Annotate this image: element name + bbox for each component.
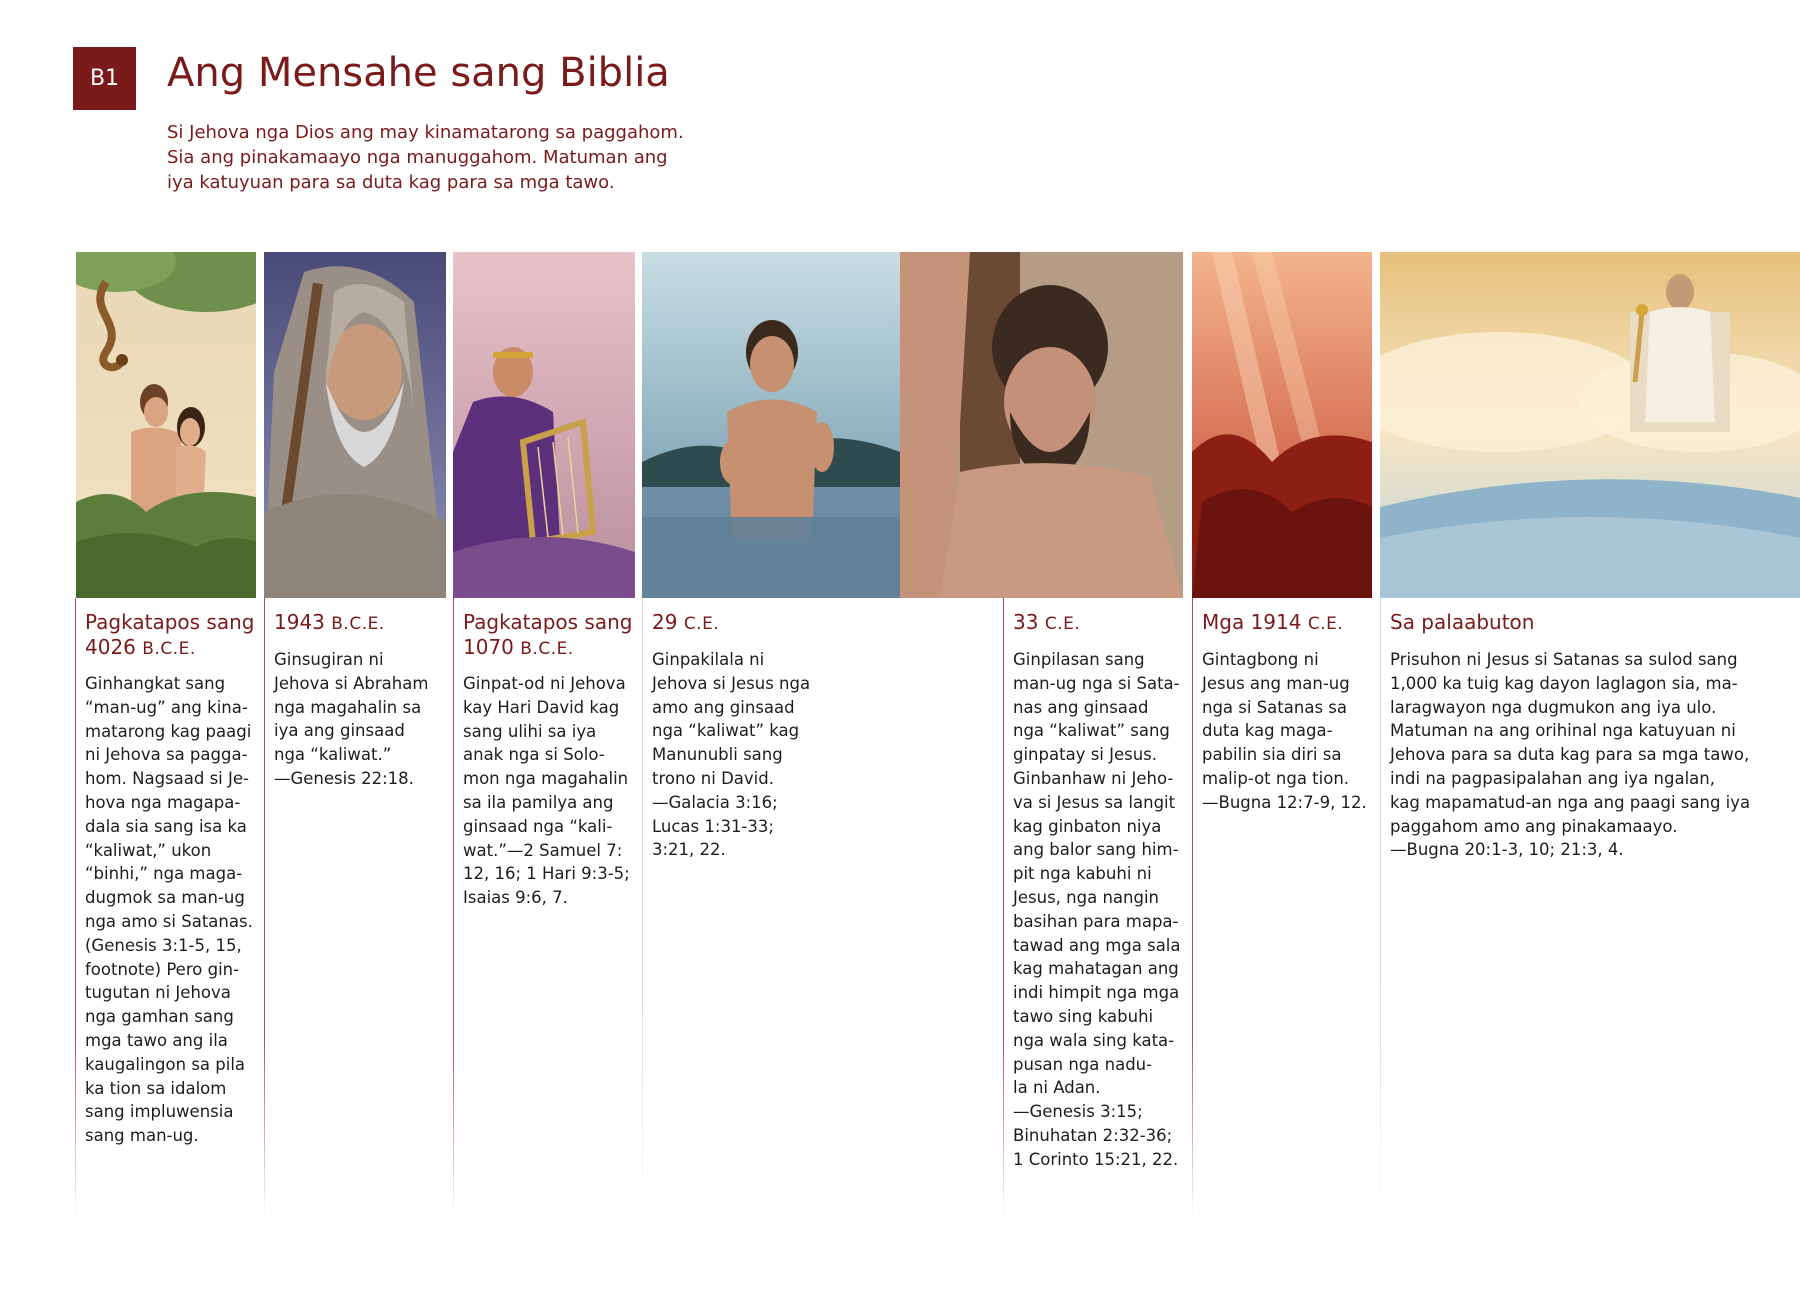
illustration-abraham [264, 252, 446, 598]
entry-heading [1013, 610, 1193, 637]
entry-date: 33 [1013, 610, 1039, 634]
timeline-rule [264, 598, 265, 1218]
entry-heading [652, 610, 852, 637]
illustration-future [1380, 252, 1800, 598]
entry-date: Mga 1914 [1202, 610, 1302, 634]
timeline-rule [642, 598, 643, 1218]
timeline-rule [1380, 598, 1381, 1218]
entry-heading [463, 610, 643, 662]
entry-era: C.E. [683, 614, 720, 634]
entry-date: Pagkatapos sang 4026 [85, 610, 255, 659]
entry-heading [1390, 610, 1790, 637]
timeline-rule [1192, 598, 1193, 1218]
entry-text: Ginpat-od ni Jehova kay Hari David kag sang ulihi sa iya anak nga si Solo- mon nga magahalin sa ila pamilya ang ginsaad nga “kali- wat.”—2 Samuel 7: 12, 16; 1 Hari 9:3-5; Isaias 9:6, 7. [463, 674, 630, 908]
illustration-death [900, 252, 1183, 598]
entry-text: Ginpilasan sang man-ug nga si Sata- nas ang ginsaad nga “kaliwat” sang ginpatay si Jesus. Ginbanhaw ni Jeho- va si Jesus sa langit kag ginbaton niya ang balor sang him- pit nga kabuhi ni Jesus, nga nangin basihan para mapa- tawad ang mga sala kag mahatagan ang indi himpit nga mga tawo sing kabuhi nga wala sing kata- pusan nga nadu- la ni Adan. —Genesis 3:15; Binuhatan 2:32-36; 1 Corinto 15:21, 22. [1013, 650, 1181, 1169]
timeline-rule [1003, 598, 1004, 1218]
entry-date: 29 [652, 610, 678, 634]
illustration-david [453, 252, 635, 598]
entry-era: B.C.E. [520, 639, 574, 659]
entry-heading [274, 610, 449, 637]
entry-date: Pagkatapos sang 1070 [463, 610, 633, 659]
illustration-baptism [642, 252, 900, 598]
entry-era: B.C.E. [142, 639, 196, 659]
intro-text: Si Jehova nga Dios ang may kinamatarong sa paggahom. Sia ang pinakamaayo nga manuggahom. Matuman ang iya katuyuan para sa duta kag para sa mga tawo. [167, 122, 684, 193]
illustration-satan-cast-down [1192, 252, 1372, 598]
illustration-adam-eve [76, 252, 256, 598]
entry-heading [1202, 610, 1382, 637]
entry-text: Prisuhon ni Jesus si Satanas sa sulod sang 1,000 ka tuig kag dayon laglagon sia, ma- laragwayon nga dugmukon ang iya ulo. Matuman na ang orihinal nga katuyuan ni Jehova para sa duta kag para sa mga tawo, indi na pagpasipalahan ang iya ngalan, kag mapamatud-an nga ang paagi sang iya paggahom amo ang pinakamaayo. —Bugna 20:1-3, 10; 21:3, 4. [1390, 650, 1751, 860]
entry-text: Ginsugiran ni Jehova si Abraham nga magahalin sa iya ang ginsaad nga “kaliwat.” —Genesis 22:18. [274, 650, 429, 788]
entry-heading [85, 610, 265, 662]
entry-date: 1943 [274, 610, 325, 634]
entry-text: Ginpakilala ni Jehova si Jesus nga amo ang ginsaad nga “kaliwat” kag Manunubli sang trono ni David. —Galacia 3:16; Lucas 1:31-33; 3:21, 22. [652, 650, 811, 860]
entry-date: Sa palaabuton [1390, 610, 1535, 634]
entry-text: Ginhangkat sang “man-ug” ang kina- matarong kag paagi ni Jehova sa pagga- hom. Nagsaad si Je- hova nga magapa- dala sia sang isa ka “kaliwat,” ukon “binhi,” nga maga- dugmok sa man-ug nga amo si Satanas. (Genesis 3:1-5, 15, footnote) Pero gin- tugutan ni Jehova nga gamhan sang mga tawo ang ila kaugalingon sa pila ka tion sa idalom sang impluwensia sang man-ug. [85, 674, 253, 1146]
entry-era: C.E. [1307, 614, 1344, 634]
timeline-rule [75, 598, 76, 1218]
appendix-badge: B1 [73, 47, 136, 110]
entry-era: B.C.E. [331, 614, 385, 634]
entry-text: Gintagbong ni Jesus ang man-ug nga si Satanas sa duta kag maga- pabilin sia diri sa malip-ot nga tion. —Bugna 12:7-9, 12. [1202, 650, 1367, 812]
entry-era: C.E. [1044, 614, 1081, 634]
timeline-rule [453, 598, 454, 1218]
page-title: Ang Mensahe sang Biblia [167, 50, 670, 96]
